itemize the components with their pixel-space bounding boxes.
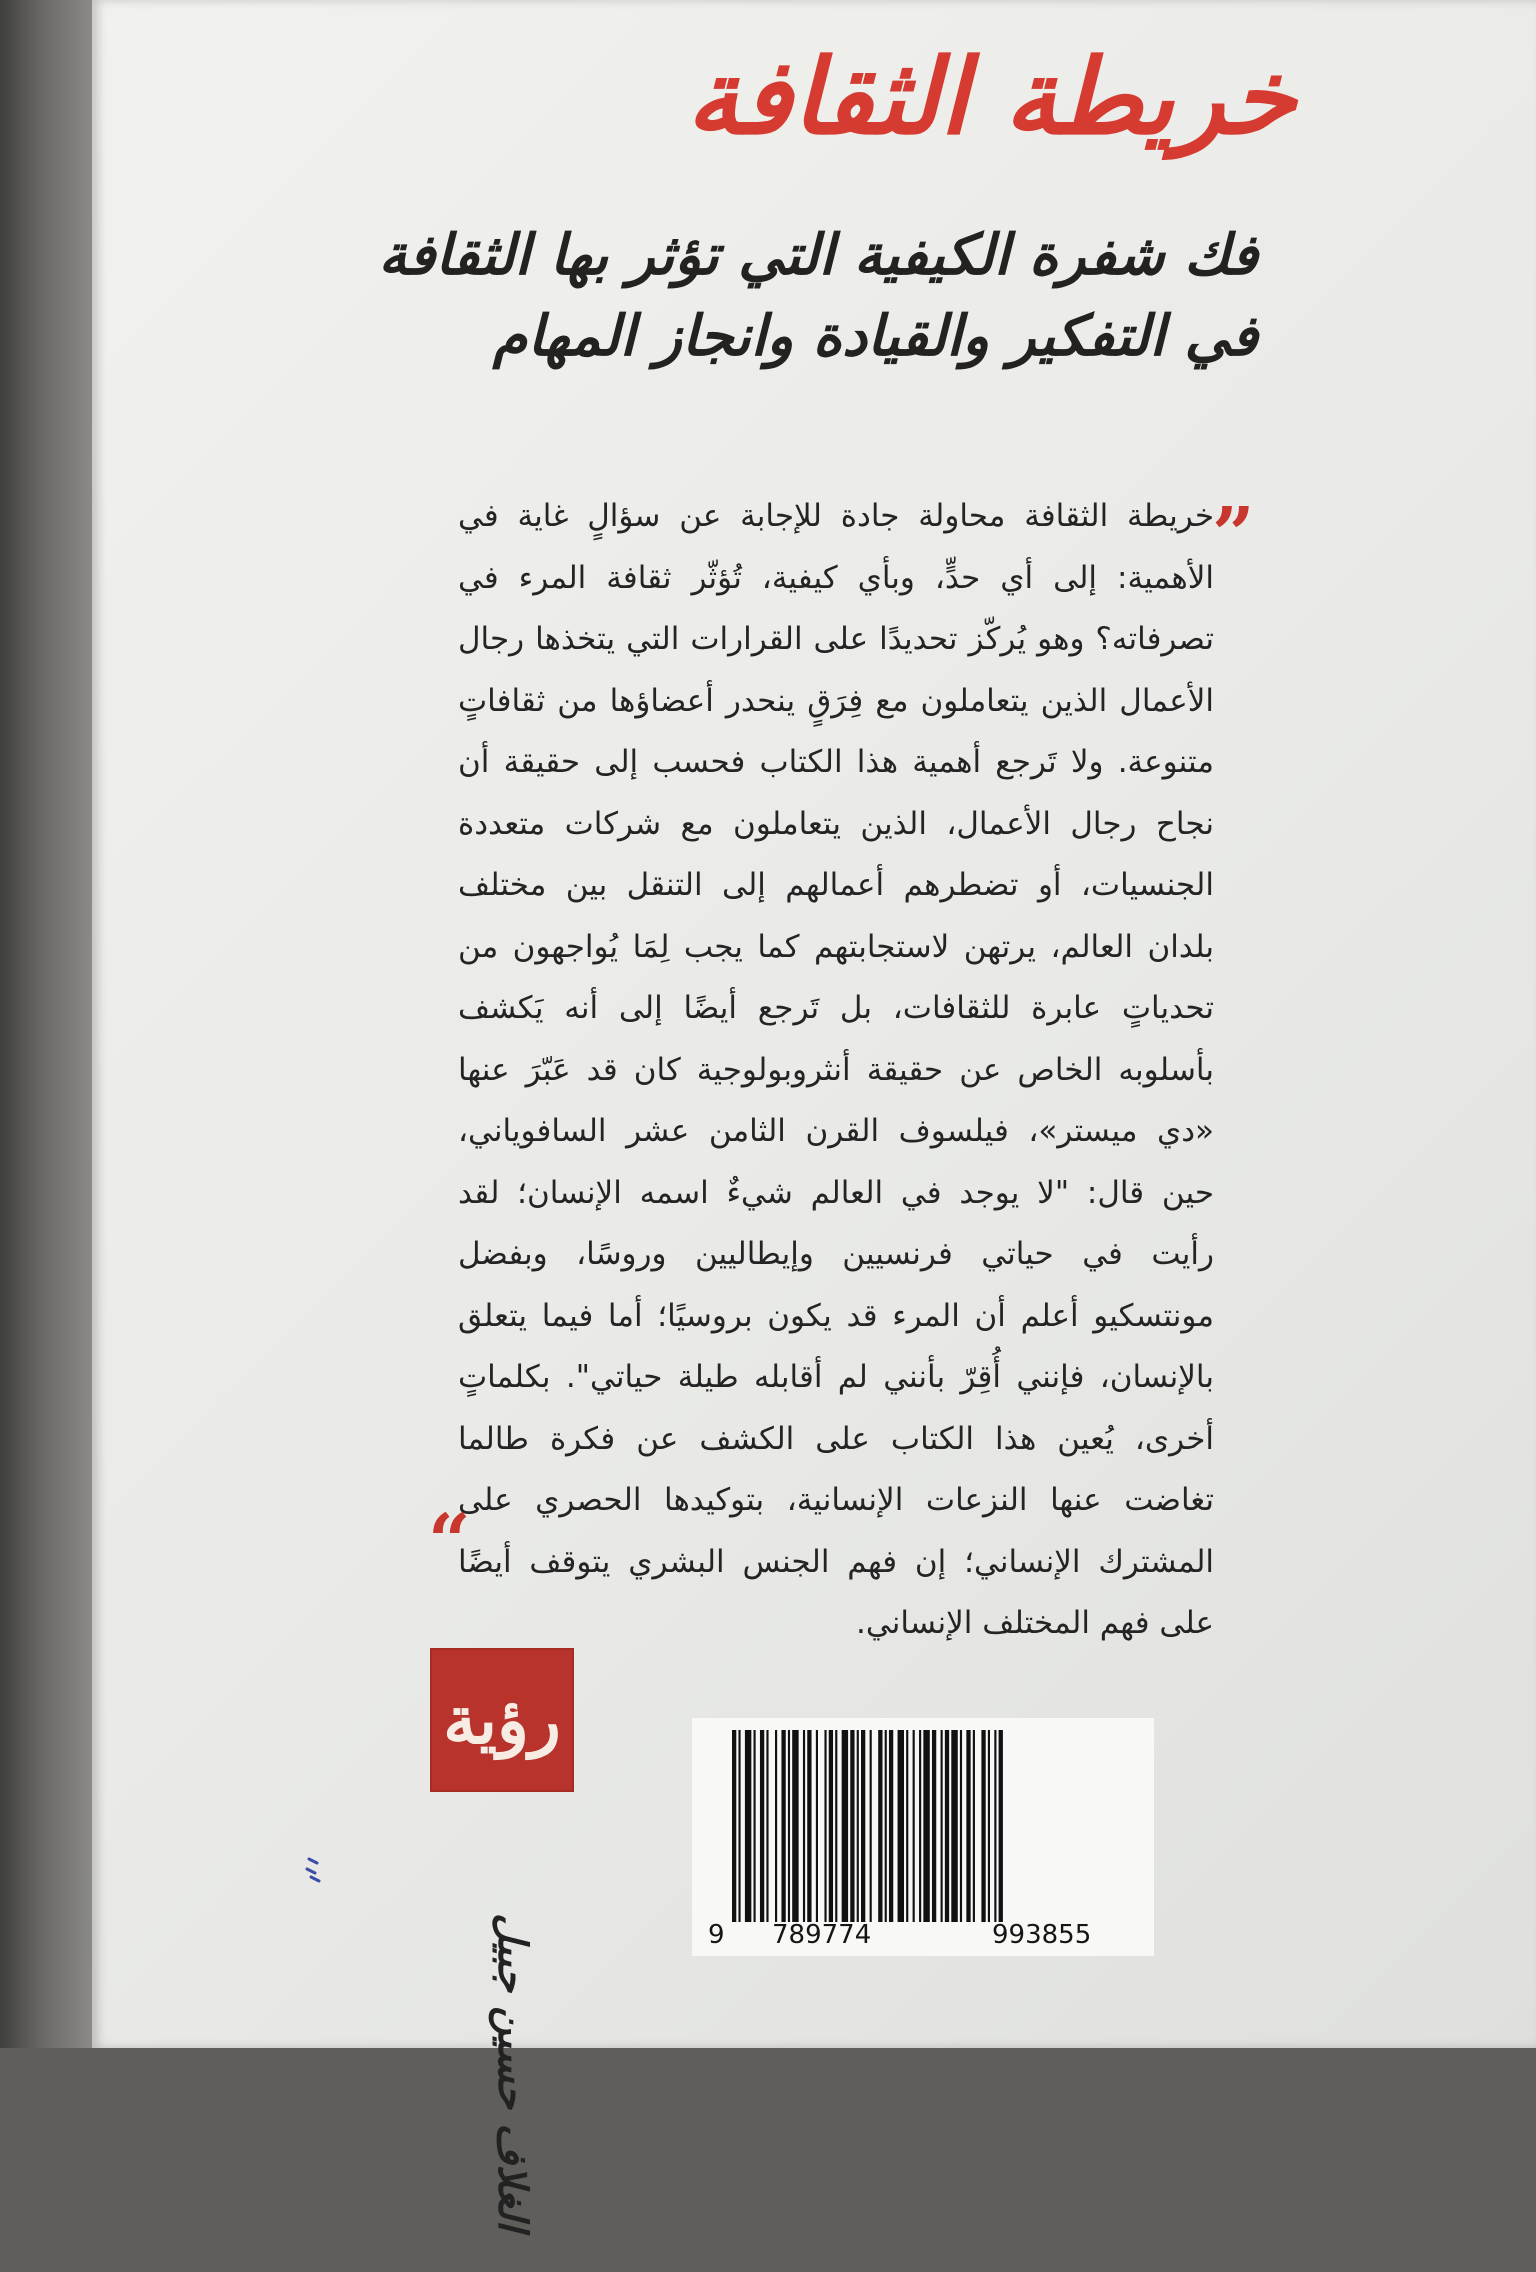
barcode-bar (973, 1730, 975, 1922)
barcode-bar (999, 1730, 1003, 1922)
barcode-bar (775, 1730, 777, 1922)
barcode-bar (835, 1730, 837, 1922)
book-title: خريطة الثقافة (686, 35, 1296, 158)
book-subtitle (258, 215, 1258, 377)
barcode-digit-lead: 9 (708, 1920, 725, 1950)
barcode-bar (923, 1730, 929, 1922)
barcode-bar (829, 1730, 833, 1922)
subtitle-line-1: فك شفرة الكيفية التي تؤثر بها الثقافة (378, 222, 1258, 288)
barcode-bar (889, 1730, 893, 1922)
barcode-bar (766, 1730, 768, 1922)
barcode-bar (857, 1730, 859, 1922)
barcode-bar (885, 1730, 887, 1922)
barcode-bar (960, 1730, 962, 1922)
barcode-bar (878, 1730, 882, 1922)
blurb-paragraph: خريطة الثقافة محاولة جادة للإجابة عن سؤالٍ غاية في الأهمية: إلى أي حدٍّ، وبأي كيفية، تُؤثّر ثقافة المرء في تصرفاته؟ وهو يُركّز تحديدًا على القرارات التي يتخذها رجال الأعمال الذين يتعاملون مع فِرَقٍ ينحدر أعضاؤها من ثقافاتٍ متنوعة. ولا تَرجع أهمية هذا الكتاب فحسب إلى حقيقة أن نجاح رجال الأعمال، الذين يتعاملون مع شركات متعددة الجنسيات، أو تضطرهم أعمالهم إلى التنقل بين مختلف بلدان العالم، يرتهن لاستجابتهم كما يجب لِمَا يُواجهون من تحدياتٍ عابرة للثقافات، بل تَرجع أيضًا إلى أنه يَكشف بأسلوبه الخاص عن حقيقة أنثروبولوجية كان قد عَبّرَ عنها «دي ميستر»، فيلسوف القرن الثامن عشر السافوياني، حين قال: "لا يوجد في العالم شيءٌ اسمه الإنسان؛ لقد رأيت في حياتي فرنسيين وإيطاليين وروسًا، وبفضل مونتسكيو أعلم أن المرء قد يكون بروسيًا؛ أما فيما يتعلق بالإنسان، فإنني أُقِرّ بأنني لم أقابله طيلة حياتي". بكلماتٍ أخرى، يُعين هذا الكتاب على الكشف عن فكرة طالما تغاضت عنها النزعات الإنسانية، بتوكيدها الحصري على المشترك الإنساني؛ إن فهم الجنس البشري يتوقف أيضًا على فهم المختلف الإنساني. (458, 498, 1214, 1641)
barcode-bar (981, 1730, 985, 1922)
barcode-bars-graphic (732, 1730, 1124, 1922)
barcode-bar (941, 1730, 943, 1922)
book-spine-edge (0, 0, 95, 2048)
barcode-bar (792, 1730, 798, 1922)
barcode-bar (913, 1730, 915, 1922)
close-quote-mark: “ (428, 1499, 471, 1585)
subtitle-line-2: في التفكير والقيادة وانجاز المهام (492, 303, 1258, 370)
barcode-bar (945, 1730, 949, 1922)
barcode-bar (807, 1730, 811, 1922)
barcode-bar (816, 1730, 818, 1922)
cover-designer-credit: الغلاف حسين جبيل (489, 1913, 536, 2231)
barcode-bar (988, 1730, 990, 1922)
barcode-bar (932, 1730, 936, 1922)
barcode-bar (732, 1730, 736, 1922)
barcode-bar (760, 1730, 764, 1922)
barcode-bar (850, 1730, 854, 1922)
barcode-bar (842, 1730, 848, 1922)
barcode-bar (824, 1730, 826, 1922)
barcode-bar (951, 1730, 957, 1922)
barcode-digits-left: 789774 (772, 1920, 872, 1950)
barcode-bar (870, 1730, 872, 1922)
barcode-bar (994, 1730, 996, 1922)
isbn-barcode (692, 1718, 1154, 1956)
barcode-bar (745, 1730, 751, 1922)
barcode-bar (919, 1730, 921, 1922)
ink-mark (305, 1855, 323, 1885)
barcode-bar (803, 1730, 805, 1922)
publisher-logo-text: رؤية (443, 1681, 561, 1759)
barcode-bar (966, 1730, 970, 1922)
publisher-logo (432, 1650, 572, 1790)
open-quote-mark: ” (1212, 492, 1255, 578)
barcode-bar (781, 1730, 785, 1922)
barcode-bar (861, 1730, 865, 1922)
barcode-bar (754, 1730, 756, 1922)
barcode-bar (898, 1730, 904, 1922)
barcode-digits-right: 993855 (992, 1920, 1092, 1950)
barcode-bar (738, 1730, 740, 1922)
barcode-bar (788, 1730, 790, 1922)
barcode-bar (906, 1730, 908, 1922)
